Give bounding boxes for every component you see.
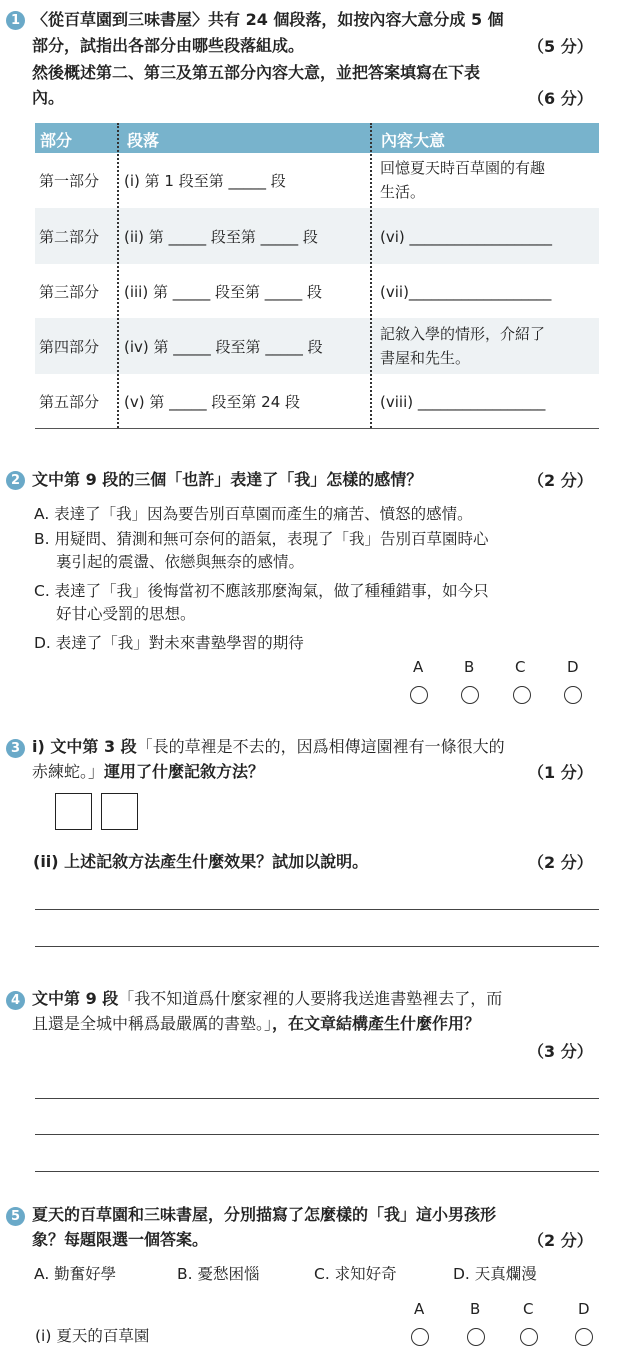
table-cell-paragraph[interactable]: (ii) 第 _____ 段至第 _____ 段 bbox=[124, 228, 318, 246]
answer-circle-d[interactable] bbox=[564, 686, 582, 704]
option-b-cont: 裏引起的震盪、依戀與無奈的感情。 bbox=[56, 553, 305, 571]
option-d: D. 天真爛漫 bbox=[453, 1265, 537, 1283]
question-1-number: 1 bbox=[6, 11, 25, 30]
answer-line[interactable] bbox=[35, 1171, 599, 1172]
answer-line[interactable] bbox=[35, 1098, 599, 1099]
question-1-marks-1: （5 分） bbox=[528, 37, 593, 56]
answer-line[interactable] bbox=[35, 1134, 599, 1135]
table-cell-paragraph[interactable]: (v) 第 _____ 段至第 24 段 bbox=[124, 393, 301, 411]
question-4-quote: 「我不知道爲什麼家裡的人要將我送進書塾裡去了，而 bbox=[118, 989, 503, 1008]
answer-circle-d[interactable] bbox=[575, 1328, 593, 1346]
question-4-number: 4 bbox=[6, 991, 25, 1010]
table-cell-part: 第四部分 bbox=[39, 338, 100, 356]
option-c-cont: 好甘心受罰的思想。 bbox=[56, 605, 196, 623]
question-2-text: 文中第 9 段的三個「也許」表達了「我」怎樣的感情？ bbox=[32, 470, 423, 489]
table-cell-summary[interactable]: (viii) _________________ bbox=[380, 393, 546, 411]
answer-circle-a[interactable] bbox=[411, 1328, 429, 1346]
question-5-line-2: 象？每題限選一個答案。 bbox=[32, 1230, 209, 1249]
table-cell-part: 第五部分 bbox=[39, 393, 100, 411]
question-3-number: 3 bbox=[6, 739, 25, 758]
option-a: A. 表達了「我」因為要告別百草園而產生的痛苦、憤怒的感情。 bbox=[34, 505, 473, 523]
table-cell-summary: 書屋和先生。 bbox=[380, 349, 471, 367]
option-c: C. 求知好奇 bbox=[314, 1265, 397, 1283]
question-4-quote-end: 且還是全城中稱爲最嚴厲的書塾。」 bbox=[32, 1014, 273, 1033]
table-bottom-rule bbox=[35, 428, 599, 429]
answer-circle-b[interactable] bbox=[461, 686, 479, 704]
choice-label-c: C bbox=[523, 1300, 534, 1318]
question-5-marks: （2 分） bbox=[528, 1231, 593, 1250]
question-3i-marks: （1 分） bbox=[528, 763, 593, 782]
question-3i-quote: 「長的草裡是不去的，因爲相傳這園裡有一條很大的 bbox=[136, 737, 505, 756]
table-divider bbox=[370, 123, 372, 428]
question-4-question: ，在文章結構產生什麼作用？ bbox=[272, 1014, 481, 1033]
question-4-marks: （3 分） bbox=[528, 1042, 593, 1061]
question-3i-prefix: i) 文中第 3 段 bbox=[32, 737, 137, 756]
answer-line[interactable] bbox=[35, 909, 599, 910]
option-b: B. 用疑問、猜測和無可奈何的語氣，表現了「我」告別百草園時心 bbox=[34, 530, 489, 548]
question-5-line-1: 夏天的百草園和三味書屋，分別描寫了怎麼樣的「我」這小男孩形 bbox=[32, 1205, 497, 1224]
question-3i-quote-end: 赤練蛇。」 bbox=[32, 762, 105, 781]
table-cell-summary: 記敘入學的情形，介紹了 bbox=[380, 325, 546, 343]
table-cell-paragraph: (i) 第 1 段至第 _____ 段 bbox=[124, 172, 286, 190]
option-d: D. 表達了「我」對未來書塾學習的期待 bbox=[34, 634, 304, 652]
answer-box-2[interactable] bbox=[101, 793, 138, 830]
answer-box-1[interactable] bbox=[55, 793, 92, 830]
answer-line[interactable] bbox=[35, 946, 599, 947]
table-cell-summary: 生活。 bbox=[380, 183, 426, 201]
choice-label-c: C bbox=[515, 658, 526, 676]
table-cell-part: 第一部分 bbox=[39, 172, 100, 190]
table-header-part: 部分 bbox=[40, 131, 73, 150]
answer-circle-c[interactable] bbox=[520, 1328, 538, 1346]
option-b: B. 憂愁困惱 bbox=[177, 1265, 260, 1283]
choice-label-a: A bbox=[413, 658, 424, 676]
table-cell-summary[interactable]: (vii)___________________ bbox=[380, 283, 552, 301]
question-1-line-3: 然後概述第二、第三及第五部分內容大意，並把答案填寫在下表 bbox=[32, 63, 481, 82]
answer-circle-b[interactable] bbox=[467, 1328, 485, 1346]
question-2-number: 2 bbox=[6, 471, 25, 490]
table-cell-paragraph[interactable]: (iii) 第 _____ 段至第 _____ 段 bbox=[124, 283, 323, 301]
item-label: (i) 夏天的百草園 bbox=[35, 1327, 150, 1345]
table-cell-part: 第三部分 bbox=[39, 283, 100, 301]
question-2-marks: （2 分） bbox=[528, 471, 593, 490]
table-cell-summary: 回憶夏天時百草園的有趣 bbox=[380, 159, 546, 177]
question-3ii-text: (ii) 上述記敘方法產生什麼效果？試加以說明。 bbox=[33, 852, 369, 871]
table-divider bbox=[117, 123, 119, 428]
question-5-number: 5 bbox=[6, 1207, 25, 1226]
answer-circle-c[interactable] bbox=[513, 686, 531, 704]
table-header-paragraphs: 段落 bbox=[127, 131, 160, 150]
question-3i-question: 運用了什麼記敘方法？ bbox=[104, 762, 265, 781]
question-3ii-marks: （2 分） bbox=[528, 853, 593, 872]
choice-label-d: D bbox=[578, 1300, 590, 1318]
choice-label-b: B bbox=[464, 658, 475, 676]
choice-label-a: A bbox=[414, 1300, 425, 1318]
question-1-line-2: 部分，試指出各部分由哪些段落組成。 bbox=[32, 36, 305, 55]
table-cell-part: 第二部分 bbox=[39, 228, 100, 246]
table-header-bar bbox=[35, 123, 599, 153]
question-1-line-4: 內。 bbox=[32, 88, 65, 107]
table-cell-summary[interactable]: (vi) ___________________ bbox=[380, 228, 553, 246]
table-cell-paragraph[interactable]: (iv) 第 _____ 段至第 _____ 段 bbox=[124, 338, 323, 356]
choice-label-b: B bbox=[470, 1300, 481, 1318]
question-1-marks-2: （6 分） bbox=[528, 89, 593, 108]
option-c: C. 表達了「我」後悔當初不應該那麼淘氣，做了種種錯事，如今只 bbox=[34, 582, 489, 600]
question-1-line-1: 〈從百草園到三味書屋〉共有 24 個段落，如按內容大意分成 5 個 bbox=[32, 10, 504, 29]
choice-label-d: D bbox=[567, 658, 579, 676]
option-a: A. 勤奮好學 bbox=[34, 1265, 117, 1283]
answer-circle-a[interactable] bbox=[410, 686, 428, 704]
table-header-summary: 內容大意 bbox=[381, 131, 446, 150]
question-4-prefix: 文中第 9 段 bbox=[32, 989, 119, 1008]
